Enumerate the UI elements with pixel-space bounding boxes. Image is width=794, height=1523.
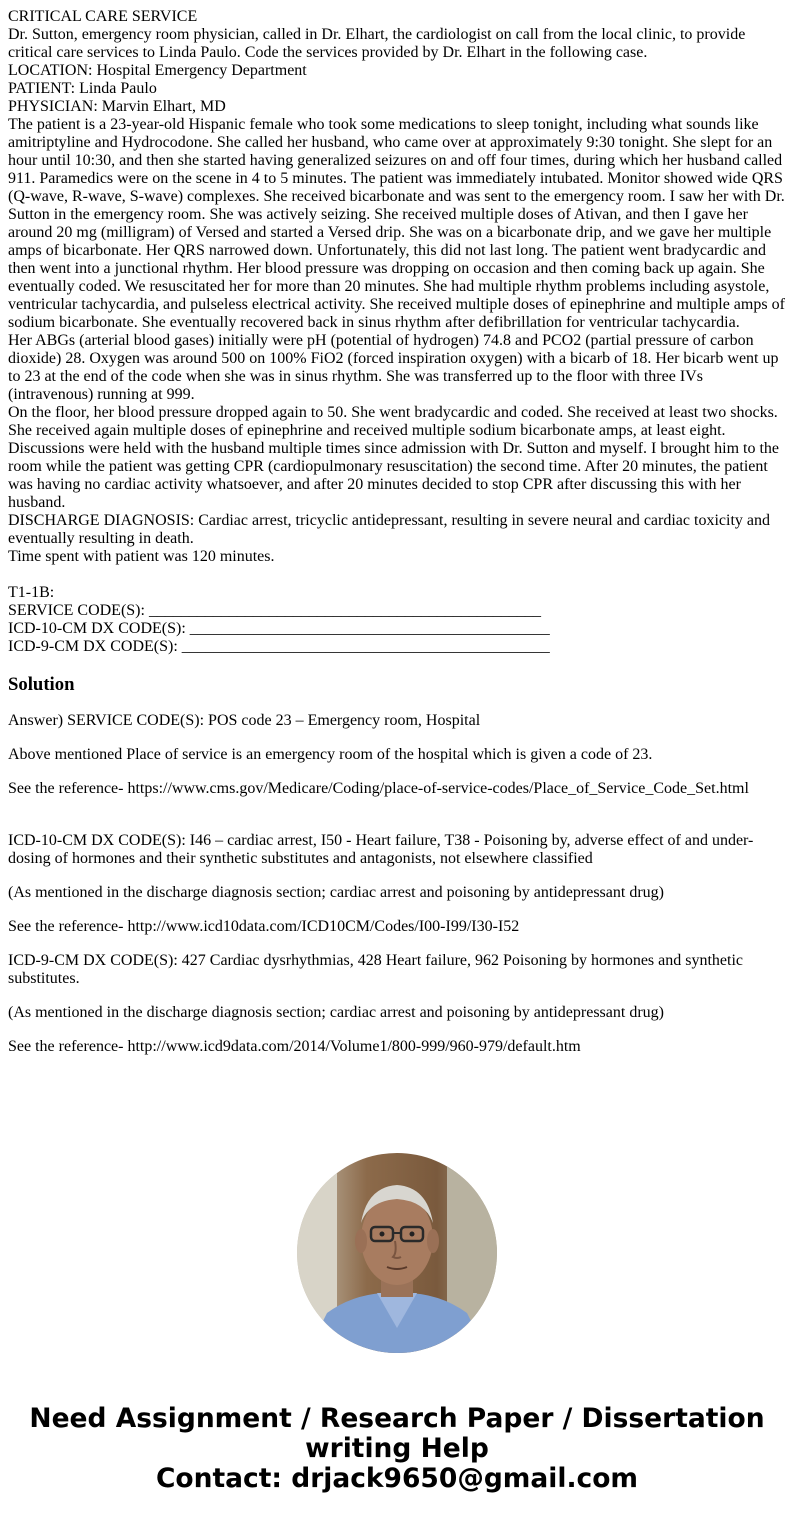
answer-service-code: Answer) SERVICE CODE(S): POS code 23 – Emergency room, Hospital (8, 712, 481, 729)
promo-line-2: writing Help (305, 1433, 489, 1464)
time-spent: Time spent with patient was 120 minutes. (8, 548, 275, 565)
service-code-note: Above mentioned Place of service is an emergency room of the hospital which is given a code of 23. (8, 746, 653, 763)
discharge-diagnosis: DISCHARGE DIAGNOSIS: Cardiac arrest, tricyclic antidepressant, resulting in severe neural and cardiac toxicity and eventually resulting in death. (8, 512, 770, 547)
service-code-reference: See the reference- https://www.cms.gov/Medicare/Coding/place-of-service-codes/Place_of_Service_Code_Set.html (8, 780, 749, 797)
question-intro: Dr. Sutton, emergency room physician, called in Dr. Elhart, the cardiologist on call from the local clinic, to provide critical care services to Linda Paulo. Code the services provided by Dr. Elhart in the following case. (8, 26, 746, 61)
promo-banner (0, 1404, 794, 1494)
avatar (297, 1153, 497, 1353)
case-location: LOCATION: Hospital Emergency Department (8, 62, 307, 79)
icd9-reference: See the reference- http://www.icd9data.com/2014/Volume1/800-999/960-979/default.htm (8, 1038, 581, 1055)
icd9-note: (As mentioned in the discharge diagnosis section; cardiac arrest and poisoning by antidepressant drug) (8, 1004, 664, 1021)
question-title: CRITICAL CARE SERVICE (8, 8, 198, 25)
promo-line-1: Need Assignment / Research Paper / Dissertation (29, 1403, 765, 1434)
task-id: T1-1B: (8, 584, 55, 601)
document-body (8, 8, 786, 1072)
case-physician: PHYSICIAN: Marvin Elhart, MD (8, 98, 226, 115)
icd10-note: (As mentioned in the discharge diagnosis section; cardiac arrest and poisoning by antidepressant drug) (8, 884, 664, 901)
case-narrative-1: The patient is a 23-year-old Hispanic female who took some medications to sleep tonight, including what sounds like amitriptyline and Hydrocodone. She called her husband, who came over at approximately 9:30 tonight. She slept for an hour until 10:30, and then she started having generalized seizures on and off four times, during which her husband called 911. Paramedics were on the scene in 4 to 5 minutes. The patient was immediately intubated. Monitor showed wide QRS (Q-wave, R-wave, S-wave) complexes. She received bicarbonate and was sent to the emergency room. I saw her with Dr. Sutton in the emergency room. She was actively seizing. She received multiple doses of Ativan, and then I gave her around 20 mg (milligram) of Versed and started a Versed drip. She was on a bicarbonate drip, and we gave her multiple amps of bicarbonate. Her QRS narrowed down. Unfortunately, this did not last long. The patient went bradycardic and then went into a junctional rhythm. Her blood pressure was dropping on occasion and then coming back up again. She eventually coded. We resuscitated her for more than 20 minutes. She had multiple rhythm problems including asystole, ventricular tachycardia, and pulseless electrical activity. She received multiple doses of epinephrine and multiple amps of sodium bicarbonate. She eventually recovered back in sinus rhythm after defibrillation for ventricular tachycardia. (8, 116, 785, 331)
icd10-reference: See the reference- http://www.icd10data.com/ICD10CM/Codes/I00-I99/I30-I52 (8, 918, 520, 935)
icd9-code-blank: ICD-9-CM DX CODE(S): ______________________________________________ (8, 638, 550, 655)
answer-icd9: ICD-9-CM DX CODE(S): 427 Cardiac dysrhythmias, 428 Heart failure, 962 Poisoning by hormones and synthetic substitutes. (8, 952, 744, 987)
case-narrative-2: Her ABGs (arterial blood gases) initially were pH (potential of hydrogen) 74.8 and PCO2 (partial pressure of carbon dioxide) 28. Oxygen was around 500 on 100% FiO2 (forced inspiration oxygen) with a bicarb of 18. Her bicarb went up to 23 at the end of the code when she was in sinus rhythm. She was transferred up to the floor with three IVs (intravenous) running at 999. (8, 332, 779, 403)
promo-contact: Contact: drjack9650@gmail.com (155, 1463, 639, 1494)
case-narrative-3: On the floor, her blood pressure dropped again to 50. She went bradycardic and coded. She received at least two shocks. She received again multiple doses of epinephrine and received multiple sodium bicarbonate amps, at least eight. Discussions were held with the husband multiple times since admission with Dr. Sutton and myself. I brought him to the room while the patient was getting CPR (cardiopulmonary resuscitation) the second time. After 20 minutes, the patient was having no cardiac activity whatsoever, and after 20 minutes decided to stop CPR after discussing this with her husband. (8, 404, 780, 511)
service-code-blank: SERVICE CODE(S): _________________________________________________ (8, 602, 541, 619)
answer-icd10: ICD-10-CM DX CODE(S): I46 – cardiac arrest, I50 - Heart failure, T38 - Poisoning by, adverse effect of and under-dosing of hormones and their synthetic substitutes and antagonists, not elsewhere classified (8, 832, 754, 867)
icd10-code-blank: ICD-10-CM DX CODE(S): _____________________________________________ (8, 620, 550, 637)
solution-heading: Solution (8, 674, 75, 695)
avatar-portrait-icon (297, 1153, 497, 1353)
case-patient: PATIENT: Linda Paulo (8, 80, 157, 97)
